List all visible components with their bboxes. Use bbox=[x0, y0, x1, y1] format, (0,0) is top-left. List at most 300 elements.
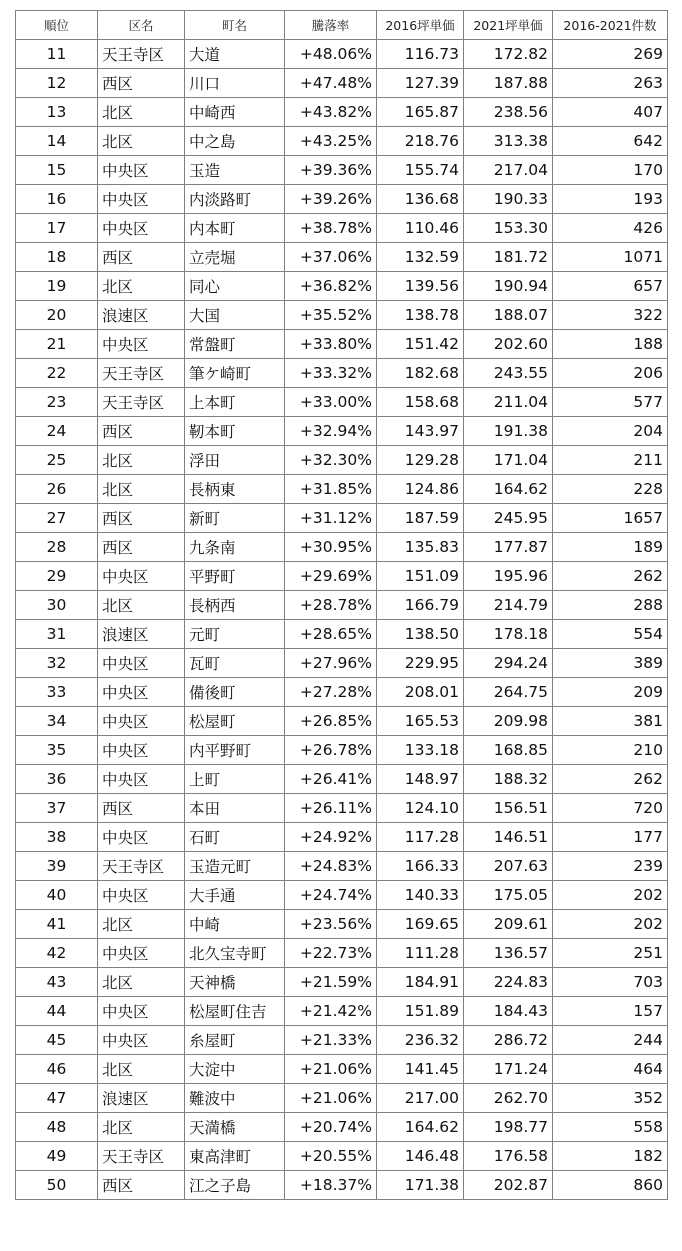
cell-price-2021: 187.88 bbox=[464, 69, 553, 98]
cell-change-rate: +39.26% bbox=[285, 185, 377, 214]
cell-rank: 36 bbox=[16, 765, 98, 794]
table-body bbox=[16, 40, 668, 1200]
header-change-rate: 騰落率 bbox=[285, 11, 377, 40]
cell-count: 202 bbox=[553, 881, 668, 910]
cell-price-2016: 166.33 bbox=[377, 852, 464, 881]
cell-change-rate: +33.32% bbox=[285, 359, 377, 388]
cell-rank: 45 bbox=[16, 1026, 98, 1055]
cell-rank: 19 bbox=[16, 272, 98, 301]
cell-price-2016: 148.97 bbox=[377, 765, 464, 794]
cell-town: 天満橋 bbox=[185, 1113, 285, 1142]
cell-ward: 中央区 bbox=[98, 1026, 185, 1055]
cell-count: 269 bbox=[553, 40, 668, 69]
cell-count: 209 bbox=[553, 678, 668, 707]
cell-price-2021: 153.30 bbox=[464, 214, 553, 243]
cell-rank: 26 bbox=[16, 475, 98, 504]
cell-change-rate: +39.36% bbox=[285, 156, 377, 185]
cell-count: 244 bbox=[553, 1026, 668, 1055]
cell-town: 石町 bbox=[185, 823, 285, 852]
cell-count: 1657 bbox=[553, 504, 668, 533]
cell-price-2016: 138.78 bbox=[377, 301, 464, 330]
cell-price-2016: 116.73 bbox=[377, 40, 464, 69]
cell-price-2016: 164.62 bbox=[377, 1113, 464, 1142]
cell-change-rate: +35.52% bbox=[285, 301, 377, 330]
cell-count: 251 bbox=[553, 939, 668, 968]
table-row bbox=[16, 649, 668, 678]
cell-ward: 中央区 bbox=[98, 214, 185, 243]
table-row bbox=[16, 736, 668, 765]
cell-change-rate: +43.82% bbox=[285, 98, 377, 127]
cell-price-2016: 146.48 bbox=[377, 1142, 464, 1171]
cell-count: 554 bbox=[553, 620, 668, 649]
cell-price-2021: 217.04 bbox=[464, 156, 553, 185]
cell-rank: 17 bbox=[16, 214, 98, 243]
cell-price-2016: 139.56 bbox=[377, 272, 464, 301]
cell-count: 210 bbox=[553, 736, 668, 765]
cell-ward: 中央区 bbox=[98, 562, 185, 591]
cell-price-2016: 124.10 bbox=[377, 794, 464, 823]
cell-price-2021: 184.43 bbox=[464, 997, 553, 1026]
cell-ward: 浪速区 bbox=[98, 301, 185, 330]
cell-price-2021: 195.96 bbox=[464, 562, 553, 591]
cell-ward: 天王寺区 bbox=[98, 852, 185, 881]
cell-count: 464 bbox=[553, 1055, 668, 1084]
cell-price-2016: 217.00 bbox=[377, 1084, 464, 1113]
cell-price-2021: 188.07 bbox=[464, 301, 553, 330]
cell-change-rate: +21.42% bbox=[285, 997, 377, 1026]
table-row bbox=[16, 243, 668, 272]
cell-rank: 30 bbox=[16, 591, 98, 620]
cell-change-rate: +47.48% bbox=[285, 69, 377, 98]
cell-price-2021: 164.62 bbox=[464, 475, 553, 504]
cell-rank: 21 bbox=[16, 330, 98, 359]
cell-ward: 浪速区 bbox=[98, 620, 185, 649]
cell-price-2016: 133.18 bbox=[377, 736, 464, 765]
cell-change-rate: +33.80% bbox=[285, 330, 377, 359]
cell-count: 558 bbox=[553, 1113, 668, 1142]
cell-price-2021: 146.51 bbox=[464, 823, 553, 852]
cell-town: 玉造 bbox=[185, 156, 285, 185]
table-row bbox=[16, 765, 668, 794]
cell-ward: 中央区 bbox=[98, 997, 185, 1026]
cell-town: 大道 bbox=[185, 40, 285, 69]
cell-price-2016: 166.79 bbox=[377, 591, 464, 620]
cell-town: 上本町 bbox=[185, 388, 285, 417]
cell-count: 170 bbox=[553, 156, 668, 185]
cell-count: 262 bbox=[553, 765, 668, 794]
cell-ward: 中央区 bbox=[98, 330, 185, 359]
cell-ward: 中央区 bbox=[98, 881, 185, 910]
cell-ward: 天王寺区 bbox=[98, 359, 185, 388]
cell-change-rate: +48.06% bbox=[285, 40, 377, 69]
cell-town: 瓦町 bbox=[185, 649, 285, 678]
cell-price-2021: 202.87 bbox=[464, 1171, 553, 1200]
cell-ward: 中央区 bbox=[98, 185, 185, 214]
cell-price-2016: 117.28 bbox=[377, 823, 464, 852]
cell-rank: 16 bbox=[16, 185, 98, 214]
header-price-2016: 2016坪単価 bbox=[377, 11, 464, 40]
cell-price-2021: 190.33 bbox=[464, 185, 553, 214]
table-row bbox=[16, 881, 668, 910]
cell-town: 上町 bbox=[185, 765, 285, 794]
cell-price-2021: 177.87 bbox=[464, 533, 553, 562]
cell-rank: 20 bbox=[16, 301, 98, 330]
cell-price-2016: 218.76 bbox=[377, 127, 464, 156]
cell-rank: 14 bbox=[16, 127, 98, 156]
cell-price-2016: 151.09 bbox=[377, 562, 464, 591]
cell-change-rate: +29.69% bbox=[285, 562, 377, 591]
cell-count: 204 bbox=[553, 417, 668, 446]
cell-price-2016: 165.53 bbox=[377, 707, 464, 736]
table-row bbox=[16, 1055, 668, 1084]
cell-rank: 18 bbox=[16, 243, 98, 272]
table-row bbox=[16, 794, 668, 823]
cell-rank: 15 bbox=[16, 156, 98, 185]
cell-ward: 中央区 bbox=[98, 156, 185, 185]
cell-rank: 24 bbox=[16, 417, 98, 446]
cell-price-2021: 264.75 bbox=[464, 678, 553, 707]
header-price-2021: 2021坪単価 bbox=[464, 11, 553, 40]
cell-rank: 49 bbox=[16, 1142, 98, 1171]
cell-price-2016: 182.68 bbox=[377, 359, 464, 388]
cell-town: 元町 bbox=[185, 620, 285, 649]
cell-change-rate: +21.06% bbox=[285, 1055, 377, 1084]
cell-ward: 中央区 bbox=[98, 678, 185, 707]
table-row bbox=[16, 533, 668, 562]
cell-ward: 北区 bbox=[98, 98, 185, 127]
cell-price-2021: 238.56 bbox=[464, 98, 553, 127]
cell-ward: 中央区 bbox=[98, 939, 185, 968]
cell-rank: 23 bbox=[16, 388, 98, 417]
table-row bbox=[16, 1142, 668, 1171]
table-row bbox=[16, 359, 668, 388]
cell-change-rate: +30.95% bbox=[285, 533, 377, 562]
cell-price-2016: 165.87 bbox=[377, 98, 464, 127]
cell-count: 860 bbox=[553, 1171, 668, 1200]
cell-town: 立売堀 bbox=[185, 243, 285, 272]
cell-price-2016: 169.65 bbox=[377, 910, 464, 939]
table-row bbox=[16, 69, 668, 98]
cell-count: 239 bbox=[553, 852, 668, 881]
cell-rank: 31 bbox=[16, 620, 98, 649]
cell-rank: 27 bbox=[16, 504, 98, 533]
cell-ward: 北区 bbox=[98, 446, 185, 475]
cell-count: 352 bbox=[553, 1084, 668, 1113]
cell-price-2021: 243.55 bbox=[464, 359, 553, 388]
cell-price-2016: 136.68 bbox=[377, 185, 464, 214]
table-row bbox=[16, 823, 668, 852]
cell-price-2021: 211.04 bbox=[464, 388, 553, 417]
cell-price-2021: 176.58 bbox=[464, 1142, 553, 1171]
cell-rank: 47 bbox=[16, 1084, 98, 1113]
cell-change-rate: +21.59% bbox=[285, 968, 377, 997]
cell-town: 江之子島 bbox=[185, 1171, 285, 1200]
cell-rank: 38 bbox=[16, 823, 98, 852]
table-row bbox=[16, 968, 668, 997]
table-row bbox=[16, 156, 668, 185]
cell-price-2021: 245.95 bbox=[464, 504, 553, 533]
cell-change-rate: +37.06% bbox=[285, 243, 377, 272]
cell-ward: 天王寺区 bbox=[98, 40, 185, 69]
table-row bbox=[16, 214, 668, 243]
cell-town: 北久宝寺町 bbox=[185, 939, 285, 968]
cell-change-rate: +26.85% bbox=[285, 707, 377, 736]
table-row bbox=[16, 185, 668, 214]
table-row bbox=[16, 620, 668, 649]
cell-rank: 32 bbox=[16, 649, 98, 678]
cell-count: 188 bbox=[553, 330, 668, 359]
cell-count: 157 bbox=[553, 997, 668, 1026]
cell-ward: 西区 bbox=[98, 533, 185, 562]
cell-ward: 中央区 bbox=[98, 707, 185, 736]
table-row bbox=[16, 707, 668, 736]
cell-price-2021: 168.85 bbox=[464, 736, 553, 765]
cell-town: 筆ケ崎町 bbox=[185, 359, 285, 388]
cell-count: 211 bbox=[553, 446, 668, 475]
cell-price-2016: 236.32 bbox=[377, 1026, 464, 1055]
cell-change-rate: +31.12% bbox=[285, 504, 377, 533]
cell-count: 206 bbox=[553, 359, 668, 388]
cell-price-2021: 178.18 bbox=[464, 620, 553, 649]
table-row bbox=[16, 1026, 668, 1055]
ranking-table bbox=[15, 10, 668, 1200]
cell-town: 内淡路町 bbox=[185, 185, 285, 214]
cell-count: 322 bbox=[553, 301, 668, 330]
cell-town: 中之島 bbox=[185, 127, 285, 156]
cell-price-2016: 187.59 bbox=[377, 504, 464, 533]
cell-change-rate: +33.00% bbox=[285, 388, 377, 417]
cell-town: 本田 bbox=[185, 794, 285, 823]
cell-price-2021: 190.94 bbox=[464, 272, 553, 301]
cell-price-2016: 140.33 bbox=[377, 881, 464, 910]
cell-ward: 西区 bbox=[98, 1171, 185, 1200]
cell-count: 228 bbox=[553, 475, 668, 504]
cell-count: 703 bbox=[553, 968, 668, 997]
cell-rank: 44 bbox=[16, 997, 98, 1026]
header-count: 2016-2021件数 bbox=[553, 11, 668, 40]
cell-change-rate: +23.56% bbox=[285, 910, 377, 939]
header-rank: 順位 bbox=[16, 11, 98, 40]
cell-town: 長柄西 bbox=[185, 591, 285, 620]
cell-change-rate: +26.41% bbox=[285, 765, 377, 794]
cell-rank: 12 bbox=[16, 69, 98, 98]
table-row bbox=[16, 330, 668, 359]
cell-count: 720 bbox=[553, 794, 668, 823]
cell-price-2021: 202.60 bbox=[464, 330, 553, 359]
cell-price-2021: 171.24 bbox=[464, 1055, 553, 1084]
cell-price-2021: 214.79 bbox=[464, 591, 553, 620]
cell-town: 中崎西 bbox=[185, 98, 285, 127]
cell-town: 内本町 bbox=[185, 214, 285, 243]
cell-price-2016: 138.50 bbox=[377, 620, 464, 649]
cell-ward: 中央区 bbox=[98, 823, 185, 852]
cell-count: 288 bbox=[553, 591, 668, 620]
cell-price-2021: 294.24 bbox=[464, 649, 553, 678]
table-row bbox=[16, 388, 668, 417]
cell-count: 1071 bbox=[553, 243, 668, 272]
table-row bbox=[16, 678, 668, 707]
cell-rank: 25 bbox=[16, 446, 98, 475]
header-town: 町名 bbox=[185, 11, 285, 40]
cell-ward: 西区 bbox=[98, 417, 185, 446]
cell-count: 426 bbox=[553, 214, 668, 243]
cell-town: 内平野町 bbox=[185, 736, 285, 765]
cell-count: 263 bbox=[553, 69, 668, 98]
cell-rank: 22 bbox=[16, 359, 98, 388]
cell-price-2016: 110.46 bbox=[377, 214, 464, 243]
cell-count: 642 bbox=[553, 127, 668, 156]
cell-change-rate: +26.78% bbox=[285, 736, 377, 765]
cell-ward: 天王寺区 bbox=[98, 1142, 185, 1171]
cell-rank: 43 bbox=[16, 968, 98, 997]
cell-price-2021: 136.57 bbox=[464, 939, 553, 968]
cell-price-2021: 209.61 bbox=[464, 910, 553, 939]
cell-town: 大手通 bbox=[185, 881, 285, 910]
cell-count: 381 bbox=[553, 707, 668, 736]
cell-town: 川口 bbox=[185, 69, 285, 98]
table-row bbox=[16, 446, 668, 475]
cell-ward: 浪速区 bbox=[98, 1084, 185, 1113]
cell-town: 難波中 bbox=[185, 1084, 285, 1113]
table-row bbox=[16, 417, 668, 446]
cell-rank: 13 bbox=[16, 98, 98, 127]
cell-change-rate: +27.28% bbox=[285, 678, 377, 707]
cell-price-2021: 207.63 bbox=[464, 852, 553, 881]
cell-price-2016: 111.28 bbox=[377, 939, 464, 968]
table-row bbox=[16, 997, 668, 1026]
cell-rank: 46 bbox=[16, 1055, 98, 1084]
cell-town: 大国 bbox=[185, 301, 285, 330]
cell-price-2021: 224.83 bbox=[464, 968, 553, 997]
cell-price-2021: 286.72 bbox=[464, 1026, 553, 1055]
cell-price-2016: 127.39 bbox=[377, 69, 464, 98]
ranking-table-container bbox=[15, 10, 667, 1200]
cell-town: 天神橋 bbox=[185, 968, 285, 997]
cell-rank: 48 bbox=[16, 1113, 98, 1142]
cell-price-2021: 313.38 bbox=[464, 127, 553, 156]
cell-ward: 西区 bbox=[98, 243, 185, 272]
cell-count: 202 bbox=[553, 910, 668, 939]
cell-change-rate: +28.65% bbox=[285, 620, 377, 649]
table-row bbox=[16, 1113, 668, 1142]
cell-price-2021: 181.72 bbox=[464, 243, 553, 272]
table-row bbox=[16, 1171, 668, 1200]
cell-price-2016: 158.68 bbox=[377, 388, 464, 417]
cell-rank: 41 bbox=[16, 910, 98, 939]
table-row bbox=[16, 910, 668, 939]
table-row bbox=[16, 127, 668, 156]
cell-rank: 33 bbox=[16, 678, 98, 707]
table-row bbox=[16, 301, 668, 330]
cell-change-rate: +32.30% bbox=[285, 446, 377, 475]
cell-town: 長柄東 bbox=[185, 475, 285, 504]
cell-ward: 天王寺区 bbox=[98, 388, 185, 417]
cell-ward: 北区 bbox=[98, 1055, 185, 1084]
cell-price-2021: 262.70 bbox=[464, 1084, 553, 1113]
cell-count: 262 bbox=[553, 562, 668, 591]
cell-town: 常盤町 bbox=[185, 330, 285, 359]
cell-rank: 35 bbox=[16, 736, 98, 765]
cell-ward: 西区 bbox=[98, 794, 185, 823]
cell-town: 松屋町住吉 bbox=[185, 997, 285, 1026]
cell-town: 平野町 bbox=[185, 562, 285, 591]
cell-price-2021: 198.77 bbox=[464, 1113, 553, 1142]
table-row bbox=[16, 98, 668, 127]
cell-ward: 中央区 bbox=[98, 765, 185, 794]
cell-price-2016: 151.42 bbox=[377, 330, 464, 359]
table-row bbox=[16, 562, 668, 591]
cell-change-rate: +24.83% bbox=[285, 852, 377, 881]
cell-ward: 北区 bbox=[98, 272, 185, 301]
cell-ward: 西区 bbox=[98, 504, 185, 533]
cell-ward: 中央区 bbox=[98, 736, 185, 765]
cell-count: 177 bbox=[553, 823, 668, 852]
cell-count: 407 bbox=[553, 98, 668, 127]
cell-change-rate: +28.78% bbox=[285, 591, 377, 620]
header-row bbox=[16, 11, 668, 40]
cell-ward: 北区 bbox=[98, 591, 185, 620]
cell-ward: 北区 bbox=[98, 910, 185, 939]
cell-change-rate: +43.25% bbox=[285, 127, 377, 156]
cell-price-2016: 171.38 bbox=[377, 1171, 464, 1200]
cell-change-rate: +32.94% bbox=[285, 417, 377, 446]
cell-price-2021: 209.98 bbox=[464, 707, 553, 736]
cell-town: 中崎 bbox=[185, 910, 285, 939]
cell-town: 九条南 bbox=[185, 533, 285, 562]
cell-change-rate: +21.33% bbox=[285, 1026, 377, 1055]
cell-change-rate: +24.74% bbox=[285, 881, 377, 910]
table-row bbox=[16, 504, 668, 533]
cell-price-2021: 156.51 bbox=[464, 794, 553, 823]
cell-rank: 28 bbox=[16, 533, 98, 562]
cell-price-2021: 171.04 bbox=[464, 446, 553, 475]
cell-price-2016: 151.89 bbox=[377, 997, 464, 1026]
cell-town: 靭本町 bbox=[185, 417, 285, 446]
cell-price-2016: 124.86 bbox=[377, 475, 464, 504]
cell-rank: 50 bbox=[16, 1171, 98, 1200]
cell-town: 松屋町 bbox=[185, 707, 285, 736]
cell-town: 大淀中 bbox=[185, 1055, 285, 1084]
cell-rank: 29 bbox=[16, 562, 98, 591]
cell-town: 新町 bbox=[185, 504, 285, 533]
cell-town: 糸屋町 bbox=[185, 1026, 285, 1055]
cell-town: 東高津町 bbox=[185, 1142, 285, 1171]
cell-ward: 北区 bbox=[98, 475, 185, 504]
table-row bbox=[16, 1084, 668, 1113]
cell-price-2021: 172.82 bbox=[464, 40, 553, 69]
cell-price-2016: 155.74 bbox=[377, 156, 464, 185]
cell-change-rate: +18.37% bbox=[285, 1171, 377, 1200]
cell-price-2016: 141.45 bbox=[377, 1055, 464, 1084]
cell-change-rate: +20.55% bbox=[285, 1142, 377, 1171]
cell-ward: 北区 bbox=[98, 968, 185, 997]
cell-count: 657 bbox=[553, 272, 668, 301]
cell-change-rate: +36.82% bbox=[285, 272, 377, 301]
cell-town: 浮田 bbox=[185, 446, 285, 475]
cell-change-rate: +24.92% bbox=[285, 823, 377, 852]
cell-change-rate: +22.73% bbox=[285, 939, 377, 968]
cell-change-rate: +21.06% bbox=[285, 1084, 377, 1113]
cell-town: 備後町 bbox=[185, 678, 285, 707]
cell-price-2016: 135.83 bbox=[377, 533, 464, 562]
table-row bbox=[16, 939, 668, 968]
cell-ward: 北区 bbox=[98, 1113, 185, 1142]
cell-ward: 北区 bbox=[98, 127, 185, 156]
cell-ward: 中央区 bbox=[98, 649, 185, 678]
table-row bbox=[16, 475, 668, 504]
cell-rank: 37 bbox=[16, 794, 98, 823]
cell-town: 同心 bbox=[185, 272, 285, 301]
